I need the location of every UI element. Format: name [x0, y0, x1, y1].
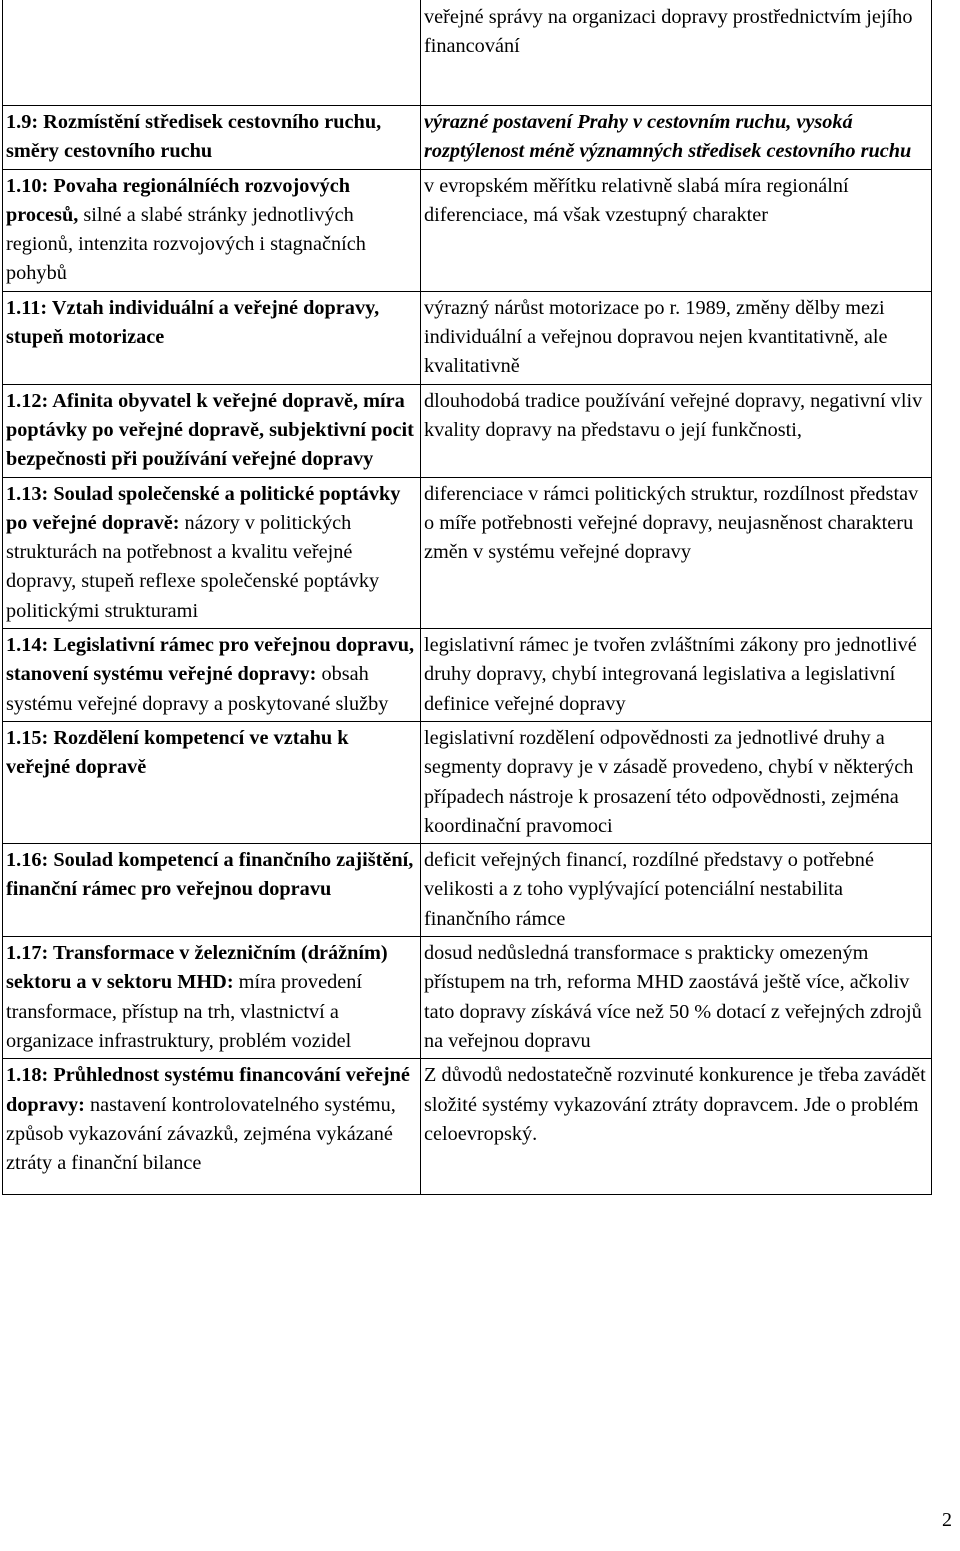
criterion-heading: 1.9: Rozmístění středisek cestovního ruchu, směry cestovního ruchu [6, 111, 382, 163]
criterion-heading: 1.12: Afinita obyvatel k veřejné dopravě, míra poptávky po veřejné dopravě, subjektivní pocit bezpečnosti při používání veřejné dopravy [6, 389, 414, 471]
assessment-cell [421, 0, 932, 106]
criterion-heading: 1.18: Průhlednost systému financování veřejné dopravy: [6, 1064, 410, 1116]
assessment-text: diferenciace v rámci politických struktur, rozdílnost představ o míře potřebnosti veřejné dopravy, neujasněnost charakteru změn v systému veřejné dopravy [424, 482, 919, 564]
assessment-text: legislativní rámec je tvořen zvláštními zákony pro jednotlivé druhy dopravy, chybí integrovaná legislativa a legislativní definice veřejné dopravy [424, 634, 917, 715]
assessment-cell [421, 291, 932, 384]
criterion-description: míra provedení transformace, přístup na trh, vlastnictví a organizace infrastruktury, problém vozidel [6, 971, 362, 1052]
page-number: 2 [942, 1509, 952, 1531]
assessment-text: Z důvodů nedostatečně rozvinuté konkurence je třeba zavádět složité systémy vykazování ztráty dopravcem. Jde o problém celoevropský. [424, 1064, 926, 1145]
table-row [3, 291, 932, 384]
table-row [3, 0, 932, 106]
criterion-heading: 1.15: Rozdělení kompetencí ve vztahu k veřejné dopravě [6, 726, 349, 779]
criterion-description: názory v politických strukturách na potřebnost a kvalitu veřejné dopravy, stupeň reflexe společenské poptávky politickými strukturami [6, 511, 380, 622]
assessment-cell [421, 106, 932, 170]
criterion-heading: 1.11: Vztah individuální a veřejné dopravy, stupeň motorizace [6, 296, 380, 349]
assessment-cell [421, 477, 932, 628]
criterion-description: nastavení kontrolovatelného systému, způsob vykazování závazků, zejména vykázané ztráty a finanční bilance [6, 1093, 396, 1175]
table-row [3, 844, 932, 937]
assessment-text: výrazný nárůst motorizace po r. 1989, změny dělby mezi individuální a veřejnou dopravou nejen kvantitativně, ale kvalitativně [424, 296, 888, 378]
criterion-cell [3, 0, 421, 106]
table-row [3, 937, 932, 1059]
criterion-cell [3, 106, 421, 170]
criterion-cell [3, 384, 421, 477]
assessment-cell [421, 721, 932, 843]
assessment-text: legislativní rozdělení odpovědnosti za jednotlivé druhy a segmenty dopravy je v zásadě provedeno, chybí v některých případech nástroje k prosazení této odpovědnosti, zejména koordinační pravomoci [424, 726, 914, 837]
criterion-heading: 1.13: Soulad společenské a politické poptávky po veřejné dopravě: [6, 482, 401, 534]
assessment-cell [421, 1059, 932, 1195]
assessment-text: v evropském měřítku relativně slabá míra regionální diferenciace, má však vzestupný charakter [424, 174, 849, 226]
criterion-cell [3, 629, 421, 722]
criterion-description: obsah systému veřejné dopravy a poskytované služby [6, 663, 389, 715]
assessment-table [2, 0, 932, 1195]
table-row [3, 629, 932, 722]
criterion-description: silné a slabé stránky jednotlivých regionů, intenzita rozvojových i stagnačních pohybů [6, 203, 366, 285]
criterion-heading: 1.10: Povaha regionálníéch rozvojových procesů, [6, 174, 351, 226]
criterion-cell [3, 1059, 421, 1195]
criterion-cell [3, 169, 421, 291]
table-row [3, 106, 932, 170]
criterion-heading: 1.16: Soulad kompetencí a finančního zajištění, finanční rámec pro veřejnou dopravu [6, 849, 414, 901]
criterion-cell [3, 291, 421, 384]
assessment-cell [421, 844, 932, 937]
assessment-text: veřejné správy na organizaci dopravy prostřednictvím jejího financování [424, 6, 913, 58]
assessment-cell [421, 629, 932, 722]
criterion-cell [3, 937, 421, 1059]
table-row [3, 169, 932, 291]
assessment-cell [421, 384, 932, 477]
assessment-text: výrazné postavení Prahy v cestovním ruchu, vysoká rozptýlenost méně významných středisek cestovního ruchu [424, 111, 912, 163]
criterion-heading: 1.14: Legislativní rámec pro veřejnou dopravu, stanovení systému veřejné dopravy: [6, 634, 415, 686]
assessment-cell [421, 169, 932, 291]
assessment-text: dlouhodobá tradice používání veřejné dopravy, negativní vliv kvality dopravy na představu o její funkčnosti, [424, 389, 923, 441]
table-row [3, 721, 932, 843]
assessment-text: deficit veřejných financí, rozdílné představy o potřebné velikosti a z toho vyplývající potenciální nestabilita finančního rámce [424, 849, 874, 930]
criterion-cell [3, 721, 421, 843]
table-row [3, 477, 932, 628]
assessment-text: dosud nedůsledná transformace s prakticky omezeným přístupem na trh, reforma MHD zaostává ještě více, ačkoliv tato dopravy získává více než 50 % dotací z veřejných zdrojů na veřejnou dopravu [424, 942, 922, 1052]
criterion-cell [3, 844, 421, 937]
criterion-heading: 1.17: Transformace v železničním (drážním) sektoru a v sektoru MHD: [6, 942, 388, 994]
table-row [3, 384, 932, 477]
table-row [3, 1059, 932, 1195]
criterion-cell [3, 477, 421, 628]
assessment-cell [421, 937, 932, 1059]
